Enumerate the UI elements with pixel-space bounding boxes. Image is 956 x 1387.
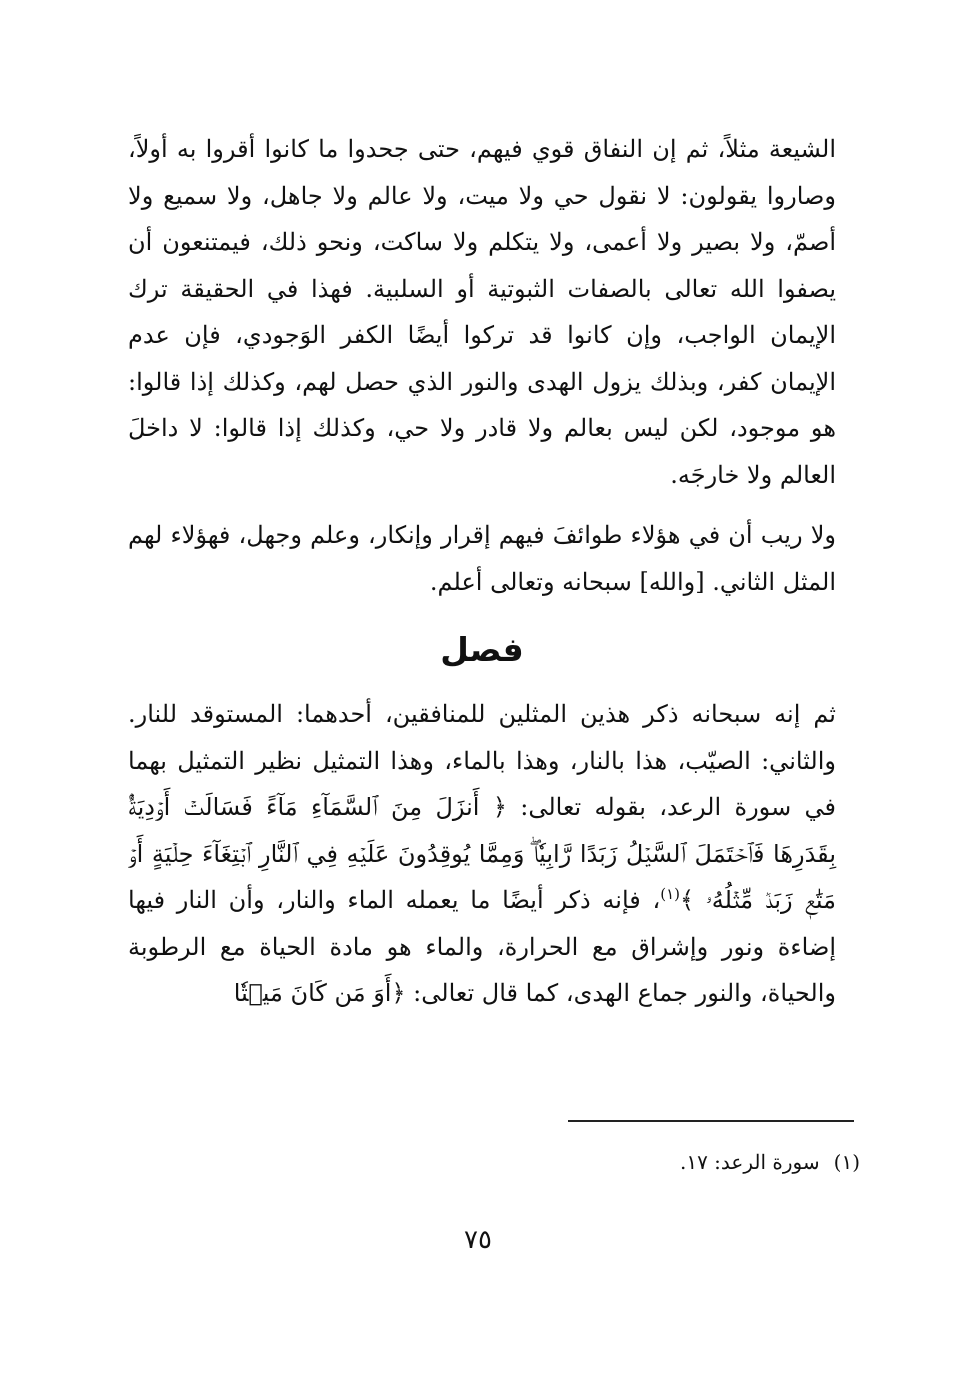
quran-open-bracket-2: ﴿ [391,979,406,1007]
footnote-text: سورة الرعد: ١٧. [679,1150,820,1174]
section-heading: فصل [440,630,524,669]
footnote-divider [568,1120,854,1122]
footnote-number: (١) [833,1150,860,1174]
footnote [300,1146,860,1178]
paragraph-2: ولا ريب أن في هؤلاء طوائفَ فيهم إقرار وإنكار، وعلم وجهل، فهؤلاء لهم المثل الثاني. [والله] سبحانه وتعالى أعلم. [128,521,836,596]
section-text-after-quote: ، فإنه ذكر أيضًا ما يعمله الماء والنار، وأن النار فيها إضاءة ونور وإشراق مع الحرارة، والماء هو مادة الحياة مع الرطوبة والحياة، والنور جماع الهدى، كما قال تعالى: [128,886,836,1007]
quran-verse-2: أَوَ مَن كَانَ مَيۡتٗا [233,979,392,1007]
section-text-before-quote: ثم إنه سبحانه ذكر هذين المثلين للمنافقين، أحدهما: المستوقد للنار. والثاني: الصيّب، هذا بالنار، وهذا بالماء، وهذا التمثيل نظير التمثيل بهما في سورة الرعد، بقوله تعالى: [128,700,836,821]
page-number: ٧٥ [464,1225,492,1255]
quran-close-bracket: ﴾ [679,886,695,914]
quran-verse-1: أَنزَلَ مِنَ ٱلسَّمَآءِ مَآءً فَسَالَتۡ أَوۡدِيَةُۢ بِقَدَرِهَا فَٱحۡتَمَلَ ٱلسَّيۡلُ زَبَدًا رَّابِيٗاۖ وَمِمَّا يُوقِدُونَ عَلَيۡهِ فِي ٱلنَّارِ ٱبۡتِغَآءَ حِلۡيَةٍ أَوۡ مَتَٰعٖ زَبَدٞ مِّثۡلُهُۥ [128,793,836,914]
page-body [128,126,836,1017]
footnote-reference[interactable]: (١) [660,885,680,903]
quran-open-bracket: ﴿ [492,793,507,821]
paragraph-1: الشيعة مثلاً، ثم إن النفاق قوي فيهم، حتى جحدوا ما كانوا أقروا به أولاً، وصاروا يقولون: لا نقول حي ولا ميت، ولا عالم ولا جاهل، ولا سميع ولا أصمّ، ولا بصير ولا أعمى، ولا يتكلم ولا ساكت، ونحو ذلك، فيمتنعون أن يصفوا الله تعالى بالصفات الثبوتية أو السلبية. فهذا في الحقيقة ترك الإيمان الواجب، وإن كانوا قد تركوا أيضًا الكفر الوَجودي، فإن عدم الإيمان كفر، وبذلك يزول الهدى والنور الذي حصل لهم، وكذلك إذا قالوا: هو موجود، لكن ليس بعالم ولا قادر ولا حي، وكذلك إذا قالوا: لا داخلَ العالم ولا خارجَه. [128,135,837,489]
paragraph-3 [128,691,836,1017]
